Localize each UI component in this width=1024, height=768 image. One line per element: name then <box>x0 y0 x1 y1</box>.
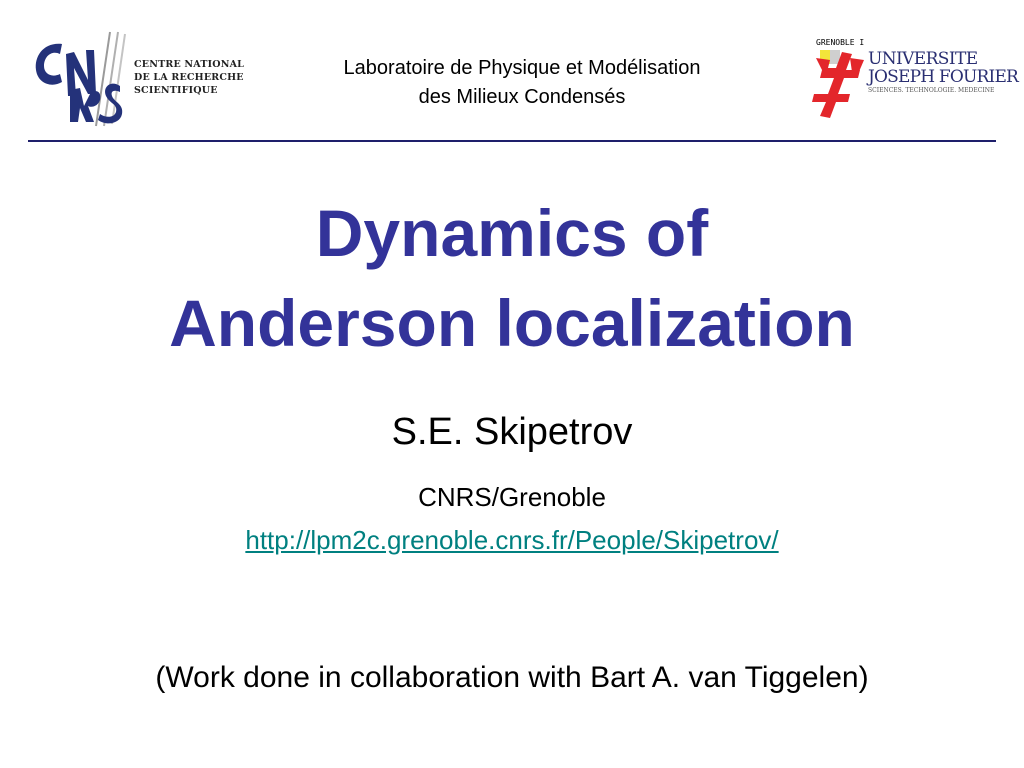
cnrs-logo-line-1: CENTRE NATIONAL <box>134 59 245 70</box>
slide-title <box>0 188 1024 368</box>
collaboration-note: (Work done in collaboration with Bart A. van Tiggelen) <box>155 661 869 694</box>
lab-name-line-2: des Milieux Condensés <box>418 86 626 108</box>
slide-title-line-1: Dynamics of <box>315 196 709 270</box>
slide-title-line-2: Anderson localization <box>169 286 855 360</box>
ujf-logo <box>806 38 1019 124</box>
ujf-logo-text <box>868 49 1019 95</box>
cnrs-logo-line-2: DE LA RECHERCHE <box>134 72 244 83</box>
cnrs-logo-line-3: SCIENTIFIQUE <box>134 85 218 96</box>
author-name: S.E. Skipetrov <box>391 411 633 453</box>
ujf-logo-mark <box>806 38 868 124</box>
cnrs-logo-mark <box>30 30 130 130</box>
ujf-logo-line-1: UNIVERSITE <box>868 49 978 69</box>
homepage-link[interactable]: http://lpm2c.grenoble.cnrs.fr/People/Skipetrov/ <box>245 525 779 555</box>
ujf-logo-line-2: JOSEPH FOURIER <box>868 67 1019 87</box>
cnrs-logo-text <box>134 58 250 97</box>
cnrs-logo <box>30 30 250 130</box>
header-divider <box>28 140 996 142</box>
lab-name <box>262 54 782 112</box>
lab-name-line-1: Laboratoire de Physique et Modélisation <box>343 57 701 79</box>
author-affiliation: CNRS/Grenoble <box>418 482 606 512</box>
ujf-logo-tag: GRENOBLE I <box>816 38 865 47</box>
ujf-logo-line-3: SCIENCES. TECHNOLOGIE. MEDECINE <box>868 87 995 94</box>
